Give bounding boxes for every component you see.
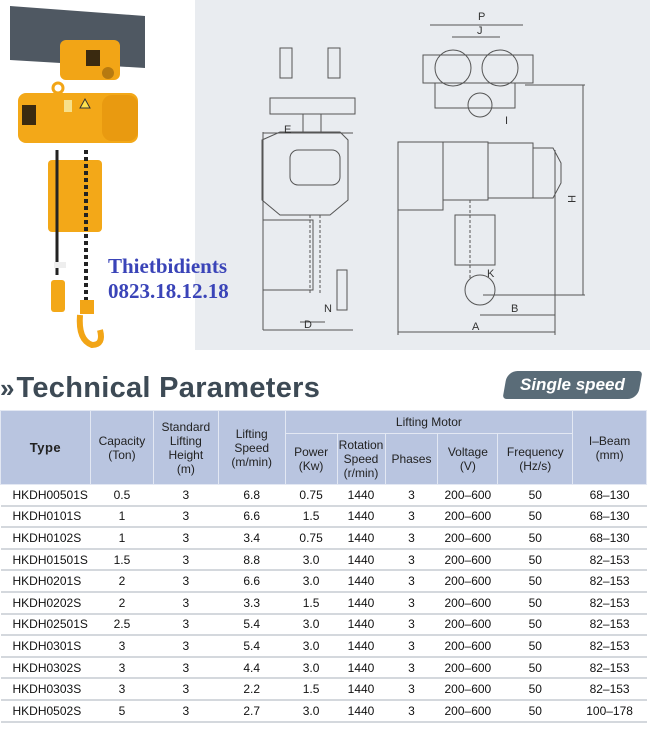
cell-power: 3.0	[285, 657, 337, 679]
cell-capacity: 2.5	[90, 614, 153, 636]
cell-power: 3.0	[285, 700, 337, 722]
cell-type: HKDH0301S	[1, 635, 91, 657]
cell-phases: 3	[385, 527, 438, 549]
cell-voltage: 200–600	[438, 614, 498, 636]
cell-power: 3.0	[285, 614, 337, 636]
cell-capacity: 1	[90, 527, 153, 549]
table-row	[1, 570, 647, 592]
cell-type: HKDH0303S	[1, 678, 91, 700]
cell-lifting-speed: 2.2	[218, 678, 285, 700]
product-image-area	[0, 0, 650, 360]
header-rs-l1: Rotation	[338, 438, 384, 452]
watermark-brand: Thietbidients	[108, 254, 228, 278]
cell-lifting-height: 3	[153, 570, 218, 592]
header-lh-l1: Standard	[161, 419, 211, 434]
cell-lifting-height: 3	[153, 549, 218, 571]
technical-parameters-table	[0, 410, 647, 723]
header-ibeam-l1: I–Beam	[588, 433, 631, 448]
cell-ibeam: 82–153	[573, 614, 647, 636]
cell-lifting-speed: 4.4	[218, 657, 285, 679]
header-lifting-motor: Lifting Motor	[285, 411, 573, 434]
cell-rotation-speed: 1440	[337, 506, 385, 528]
cell-ibeam: 82–153	[573, 549, 647, 571]
cell-voltage: 200–600	[438, 657, 498, 679]
cell-frequency: 50	[498, 592, 573, 614]
header-frequency-l2: (Hz/s)	[519, 459, 552, 473]
header-ls-l1: Lifting	[235, 426, 268, 441]
cell-power: 1.5	[285, 678, 337, 700]
cell-capacity: 0.5	[90, 485, 153, 506]
cell-phases: 3	[385, 506, 438, 528]
header-lh-l2: Lifting	[169, 433, 202, 448]
chain-hoist-photo	[0, 0, 200, 360]
cell-frequency: 50	[498, 549, 573, 571]
cell-rotation-speed: 1440	[337, 635, 385, 657]
watermark-phone: 0823.18.12.18	[108, 279, 229, 303]
header-capacity-l2: (Ton)	[108, 447, 136, 462]
cell-frequency: 50	[498, 527, 573, 549]
cell-type: HKDH0102S	[1, 527, 91, 549]
badge-label: Single speed	[520, 375, 625, 394]
cell-lifting-height: 3	[153, 678, 218, 700]
cell-power: 3.0	[285, 549, 337, 571]
label-i: I	[505, 115, 509, 127]
cell-type: HKDH00501S	[1, 485, 91, 506]
label-a: A	[472, 321, 480, 333]
watermark	[108, 254, 229, 304]
cell-capacity: 2	[90, 570, 153, 592]
table-row	[1, 549, 647, 571]
cell-rotation-speed: 1440	[337, 657, 385, 679]
cell-capacity: 1	[90, 506, 153, 528]
label-n: N	[324, 303, 332, 315]
table-row	[1, 678, 647, 700]
cell-ibeam: 68–130	[573, 506, 647, 528]
header-rotation-speed	[337, 434, 385, 485]
cell-power: 0.75	[285, 485, 337, 506]
cell-lifting-height: 3	[153, 592, 218, 614]
cell-voltage: 200–600	[438, 485, 498, 506]
cell-rotation-speed: 1440	[337, 570, 385, 592]
cell-ibeam: 82–153	[573, 570, 647, 592]
table-body	[1, 485, 647, 722]
cell-frequency: 50	[498, 570, 573, 592]
cell-type: HKDH01501S	[1, 549, 91, 571]
header-ibeam-l2: (mm)	[595, 447, 624, 462]
cell-lifting-height: 3	[153, 527, 218, 549]
cell-lifting-speed: 6.6	[218, 506, 285, 528]
cell-lifting-speed: 3.4	[218, 527, 285, 549]
cell-type: HKDH0101S	[1, 506, 91, 528]
cell-type: HKDH0202S	[1, 592, 91, 614]
cell-lifting-speed: 5.4	[218, 635, 285, 657]
header-lifting-height	[153, 411, 218, 485]
cell-rotation-speed: 1440	[337, 700, 385, 722]
cell-lifting-speed: 8.8	[218, 549, 285, 571]
cell-ibeam: 68–130	[573, 527, 647, 549]
cell-lifting-speed: 6.6	[218, 570, 285, 592]
table-row	[1, 657, 647, 679]
cell-lifting-speed: 2.7	[218, 700, 285, 722]
cell-rotation-speed: 1440	[337, 614, 385, 636]
cell-power: 0.75	[285, 527, 337, 549]
cell-voltage: 200–600	[438, 592, 498, 614]
cell-frequency: 50	[498, 635, 573, 657]
cell-type: HKDH0302S	[1, 657, 91, 679]
cell-lifting-height: 3	[153, 635, 218, 657]
cell-voltage: 200–600	[438, 700, 498, 722]
header-frequency	[498, 434, 573, 485]
header-power	[285, 434, 337, 485]
header-phases: Phases	[385, 434, 438, 485]
table-row	[1, 635, 647, 657]
cell-phases: 3	[385, 635, 438, 657]
cell-phases: 3	[385, 614, 438, 636]
cell-power: 1.5	[285, 592, 337, 614]
speed-badge	[503, 371, 643, 399]
cell-phases: 3	[385, 678, 438, 700]
label-e: E	[284, 124, 292, 136]
table-row	[1, 527, 647, 549]
cell-phases: 3	[385, 657, 438, 679]
section-heading	[0, 370, 320, 406]
header-capacity-l1: Capacity	[98, 433, 146, 448]
cell-frequency: 50	[498, 506, 573, 528]
cell-lifting-speed: 5.4	[218, 614, 285, 636]
label-h: H	[565, 195, 577, 203]
cell-frequency: 50	[498, 485, 573, 506]
cell-phases: 3	[385, 592, 438, 614]
header-voltage	[438, 434, 498, 485]
cell-ibeam: 82–153	[573, 657, 647, 679]
cell-voltage: 200–600	[438, 549, 498, 571]
cell-rotation-speed: 1440	[337, 678, 385, 700]
cell-power: 3.0	[285, 570, 337, 592]
table-row	[1, 506, 647, 528]
header-ibeam	[573, 411, 647, 485]
section-title: Technical Parameters	[16, 371, 321, 404]
cell-voltage: 200–600	[438, 635, 498, 657]
cell-power: 1.5	[285, 506, 337, 528]
cell-lifting-speed: 3.3	[218, 592, 285, 614]
label-d: D	[304, 319, 312, 331]
cell-frequency: 50	[498, 678, 573, 700]
cell-ibeam: 82–153	[573, 635, 647, 657]
cell-phases: 3	[385, 570, 438, 592]
header-lifting-speed	[218, 411, 285, 485]
cell-capacity: 3	[90, 657, 153, 679]
header-frequency-l1: Frequency	[506, 445, 564, 459]
table-row	[1, 700, 647, 722]
cell-ibeam: 100–178	[573, 700, 647, 722]
cell-capacity: 5	[90, 700, 153, 722]
cell-voltage: 200–600	[438, 570, 498, 592]
cell-voltage: 200–600	[438, 678, 498, 700]
cell-frequency: 50	[498, 614, 573, 636]
header-lh-l3: Height	[168, 447, 204, 462]
cell-frequency: 50	[498, 657, 573, 679]
label-b: B	[511, 303, 519, 315]
cell-frequency: 50	[498, 700, 573, 722]
cell-lifting-height: 3	[153, 657, 218, 679]
cell-rotation-speed: 1440	[337, 592, 385, 614]
cell-ibeam: 68–130	[573, 485, 647, 506]
cell-lifting-height: 3	[153, 614, 218, 636]
cell-lifting-height: 3	[153, 485, 218, 506]
header-power-l2: (Kw)	[298, 459, 324, 473]
header-voltage-l1: Voltage	[447, 445, 488, 459]
cell-power: 3.0	[285, 635, 337, 657]
header-power-l1: Power	[294, 445, 329, 459]
cell-lifting-speed: 6.8	[218, 485, 285, 506]
cell-voltage: 200–600	[438, 506, 498, 528]
label-p: P	[478, 11, 486, 23]
cell-rotation-speed: 1440	[337, 527, 385, 549]
header-capacity	[90, 411, 153, 485]
cell-lifting-height: 3	[153, 506, 218, 528]
cell-type: HKDH0201S	[1, 570, 91, 592]
header-type: Type	[1, 411, 91, 485]
cell-capacity: 1.5	[90, 549, 153, 571]
header-rs-l3: (r/min)	[343, 466, 379, 480]
cell-type: HKDH0502S	[1, 700, 91, 722]
header-ls-l2: Speed	[234, 440, 270, 455]
table-row	[1, 614, 647, 636]
label-k: K	[487, 268, 495, 280]
cell-voltage: 200–600	[438, 527, 498, 549]
cell-phases: 3	[385, 485, 438, 506]
dimension-labels	[255, 0, 650, 355]
cell-rotation-speed: 1440	[337, 549, 385, 571]
cell-capacity: 3	[90, 678, 153, 700]
table-row	[1, 592, 647, 614]
cell-lifting-height: 3	[153, 700, 218, 722]
cell-ibeam: 82–153	[573, 678, 647, 700]
table-row	[1, 485, 647, 506]
cell-capacity: 2	[90, 592, 153, 614]
header-ls-l3: (m/min)	[231, 454, 273, 469]
header-lh-l4: (m)	[176, 461, 195, 476]
cell-rotation-speed: 1440	[337, 485, 385, 506]
cell-capacity: 3	[90, 635, 153, 657]
header-voltage-l2: (V)	[459, 459, 476, 473]
label-j: J	[477, 25, 483, 37]
cell-phases: 3	[385, 549, 438, 571]
double-chevron-icon: »	[0, 372, 11, 403]
cell-type: HKDH02501S	[1, 614, 91, 636]
header-rs-l2: Speed	[343, 452, 379, 466]
cell-phases: 3	[385, 700, 438, 722]
cell-ibeam: 82–153	[573, 592, 647, 614]
